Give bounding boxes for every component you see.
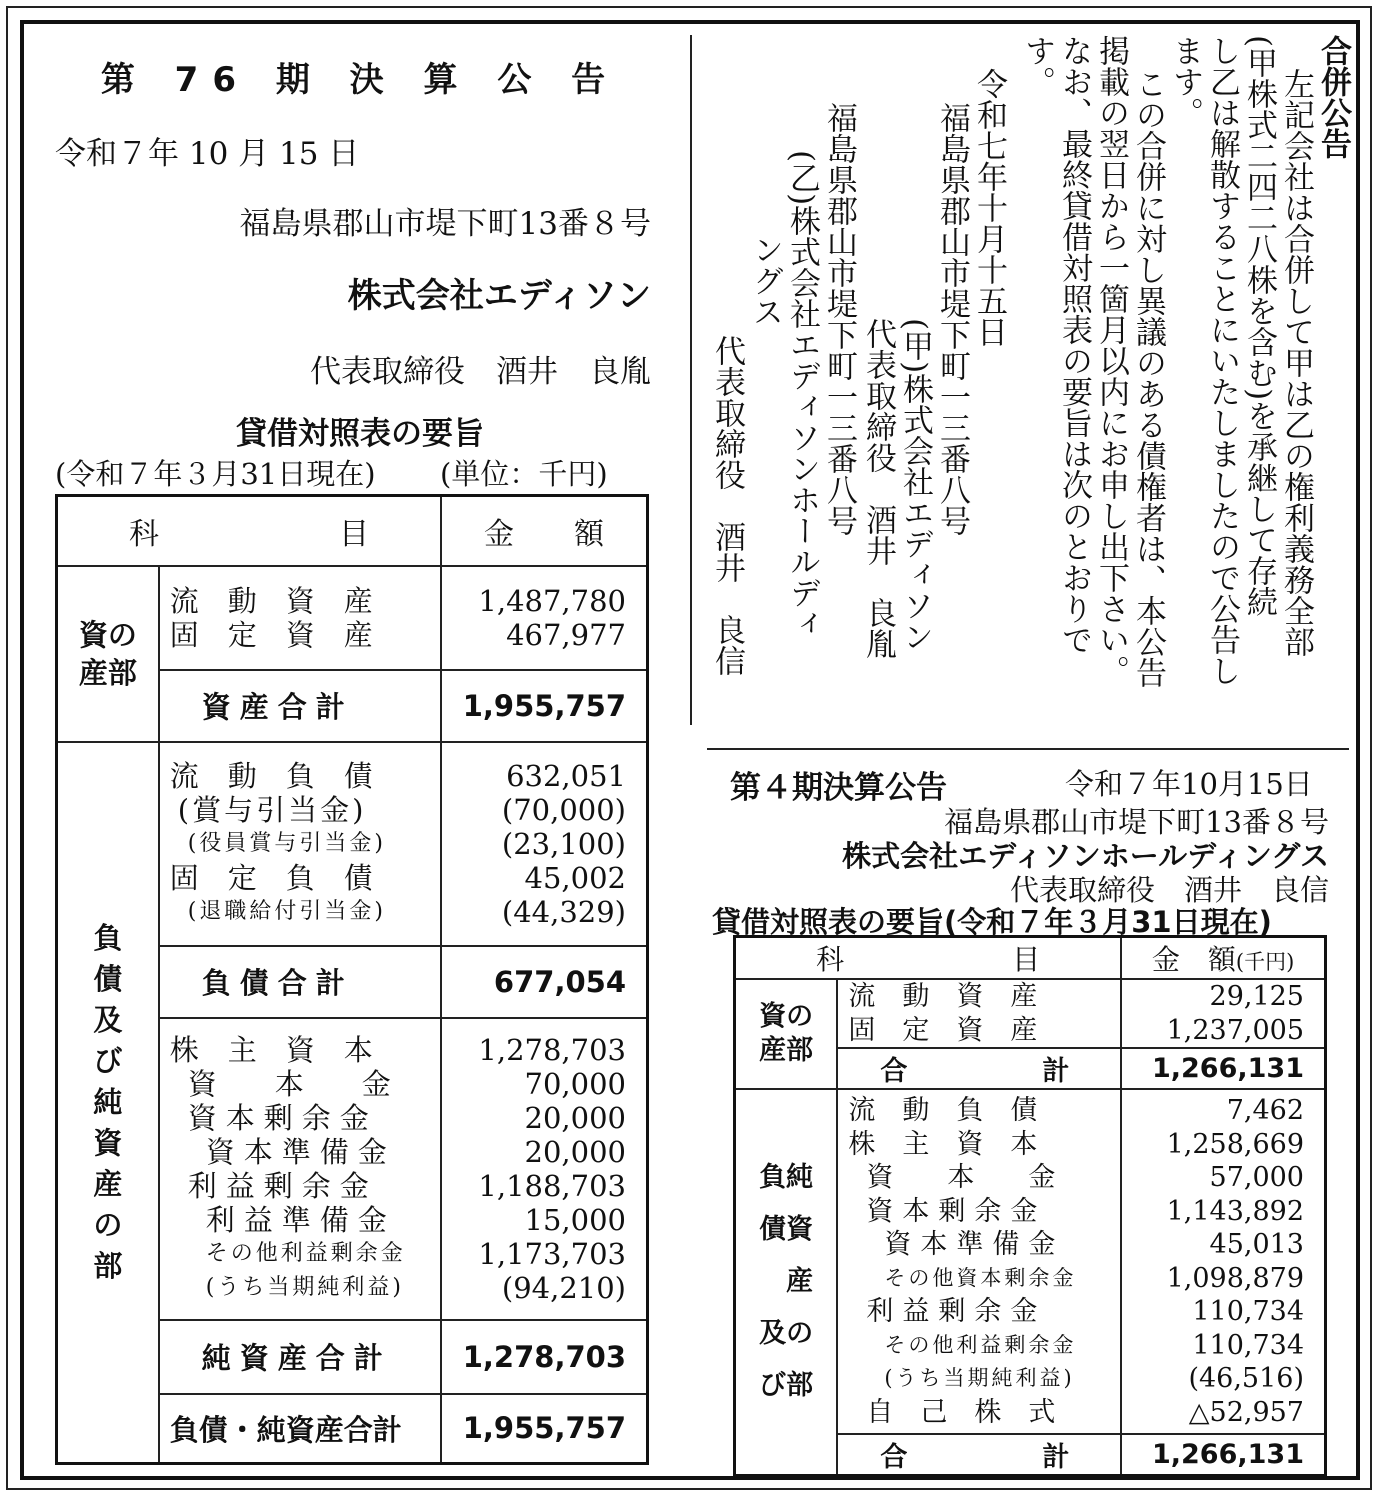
line-item-label: 固 定 資 産 bbox=[169, 617, 373, 652]
left-notice-date: 令和７年 10 月 15 日 bbox=[55, 136, 360, 172]
line-item-value: 1,098,879 bbox=[1166, 1262, 1304, 1294]
section-assets: 資の 産部 bbox=[735, 979, 838, 1089]
header-amount: 金 額 bbox=[1151, 943, 1236, 976]
assets-total: 1,266,131 bbox=[1121, 1048, 1325, 1089]
line-item-value: (44,329) bbox=[501, 894, 626, 929]
vertical-divider bbox=[690, 35, 692, 725]
left-company-name: 株式会社エディソン bbox=[347, 276, 651, 316]
merger-body-line: なお、最終貸借対照表の要旨は次のとおりで bbox=[1056, 35, 1092, 655]
merger-body-line: (甲株式二四二八株を含む)を承継して存続 bbox=[1241, 35, 1277, 618]
line-item-value: 1,487,780 bbox=[478, 583, 626, 618]
merger-rep-a: 代表取締役 酒井 良胤 bbox=[860, 318, 896, 659]
line-item-label: (うち当期純利益) bbox=[884, 1366, 1075, 1390]
line-item-label: 資本準備金 bbox=[884, 1229, 1065, 1260]
right-notice-title: 第４期決算公告 bbox=[730, 770, 947, 806]
merger-company-a: (甲)株式会社エディソン bbox=[897, 318, 933, 653]
line-item-label: 資 本 金 bbox=[866, 1162, 1056, 1193]
assets-labels bbox=[159, 566, 441, 670]
left-bs-period: (令和７年３月31日現在) bbox=[55, 457, 376, 491]
line-item-value: (46,516) bbox=[1188, 1363, 1304, 1394]
line-item-value: (23,100) bbox=[501, 826, 626, 861]
line-item-label: その他利益剰余金 bbox=[884, 1332, 1077, 1357]
assets-total-label: 資産合計 bbox=[159, 670, 441, 742]
line-item-value: (94,210) bbox=[501, 1270, 626, 1305]
table-header-row bbox=[735, 937, 1326, 980]
line-item-label: 資本剰余金 bbox=[866, 1195, 1047, 1227]
header-amount-cell bbox=[1121, 937, 1325, 980]
assets-values bbox=[1121, 979, 1325, 1048]
merger-date: 令和七年十月十五日 bbox=[971, 68, 1007, 347]
line-item-label: 自 己 株 式 bbox=[866, 1396, 1056, 1428]
merger-rep-b: 代表取締役 酒井 良信 bbox=[709, 335, 745, 676]
line-item-label: 固 定 資 産 bbox=[848, 1014, 1038, 1046]
line-item-value: 1,188,703 bbox=[478, 1168, 626, 1203]
line-item-label: 流 動 負 債 bbox=[169, 758, 373, 793]
line-item-value: 70,000 bbox=[524, 1066, 626, 1101]
line-item-value: 1,278,703 bbox=[478, 1032, 626, 1067]
line-item-label: 固 定 負 債 bbox=[169, 860, 373, 895]
assets-total-label: 合 計 bbox=[837, 1048, 1121, 1089]
right-representative: 代表取締役 酒井 良信 bbox=[1009, 873, 1329, 907]
line-item-value: 20,000 bbox=[524, 1134, 626, 1169]
right-company-address: 福島県郡山市堤下町13番８号 bbox=[944, 805, 1329, 839]
liabilities-total-label: 負債合計 bbox=[159, 946, 441, 1018]
equity-values bbox=[441, 1018, 648, 1320]
line-item-label: 資 本 金 bbox=[187, 1066, 391, 1101]
line-item-label: 株 主 資 本 bbox=[169, 1032, 373, 1067]
line-item-label: (うち当期純利益) bbox=[205, 1274, 404, 1300]
line-item-label: 流 動 資 産 bbox=[848, 981, 1038, 1012]
line-item-label: 利益剰余金 bbox=[187, 1168, 378, 1203]
line-item-label: (賞与引当金) bbox=[177, 792, 367, 827]
assets-total: 1,955,757 bbox=[441, 670, 648, 742]
merger-address-a: 福島県郡山市堤下町一三番八号 bbox=[934, 102, 970, 536]
line-item-value: 110,734 bbox=[1192, 1329, 1304, 1361]
net-assets-total: 1,278,703 bbox=[441, 1320, 648, 1394]
merger-company-b: (乙)株式会社エディソンホールディ bbox=[784, 150, 820, 640]
line-item-value: 1,237,005 bbox=[1166, 1014, 1304, 1046]
section-liabilities-equity: 負純 債資 産 及の び部 bbox=[735, 1089, 838, 1476]
line-item-label: 資本準備金 bbox=[205, 1134, 396, 1169]
line-item-label: 利益剰余金 bbox=[866, 1296, 1047, 1327]
merger-heading: 合併公告 bbox=[1315, 35, 1351, 159]
merger-body-line: し乙は解散することにいたしましたので公告し bbox=[1204, 35, 1240, 686]
line-item-value: △52,957 bbox=[1188, 1396, 1304, 1428]
left-representative: 代表取締役 酒井 良胤 bbox=[310, 354, 651, 390]
line-item-label: 株 主 資 本 bbox=[848, 1128, 1038, 1160]
merger-body-line: ます。 bbox=[1167, 35, 1203, 128]
line-item-value: 467,977 bbox=[506, 617, 626, 652]
line-item-label: (退職給付引当金) bbox=[187, 898, 386, 924]
left-balance-sheet bbox=[55, 494, 649, 1465]
line-item-label: (役員賞与引当金) bbox=[187, 830, 386, 856]
line-item-label: 利益準備金 bbox=[205, 1202, 396, 1237]
header-amount: 金 額 bbox=[441, 496, 648, 566]
line-item-value: 15,000 bbox=[524, 1202, 626, 1237]
line-item-label: その他利益剰余金 bbox=[205, 1240, 406, 1266]
line-item-value: 7,462 bbox=[1226, 1095, 1304, 1126]
liabilities-values bbox=[441, 742, 648, 946]
line-item-value: 45,002 bbox=[524, 860, 626, 895]
section-assets: 資の 産部 bbox=[57, 566, 159, 742]
merger-body-line: この合併に対し異議のある債権者は、本公告 bbox=[1130, 68, 1166, 688]
total: 1,266,131 bbox=[1121, 1434, 1325, 1476]
section-liabilities-equity: 負 債 及 び 純 資 産 の 部 bbox=[57, 742, 159, 1464]
table-header-row bbox=[57, 496, 648, 566]
merger-address-b: 福島県郡山市堤下町一三番八号 bbox=[821, 102, 857, 536]
liabilities-labels bbox=[159, 742, 441, 946]
total-label: 合 計 bbox=[837, 1434, 1121, 1476]
merger-body-line: 掲載の翌日から一箇月以内にお申し出下さい。 bbox=[1093, 35, 1129, 686]
assets-labels bbox=[837, 979, 1121, 1048]
right-company-name: 株式会社エディソンホールディングス bbox=[842, 839, 1329, 873]
line-item-label: 資本剰余金 bbox=[187, 1100, 378, 1135]
liabilities-total: 677,054 bbox=[441, 946, 648, 1018]
merger-body-line: す。 bbox=[1019, 35, 1055, 97]
left-bs-title: 貸借対照表の要旨 bbox=[236, 416, 484, 452]
right-bs-title: 貸借対照表の要旨(令和７年３月31日現在) bbox=[712, 905, 1272, 939]
line-item-value: 1,173,703 bbox=[478, 1236, 626, 1271]
line-item-value: 1,258,669 bbox=[1166, 1128, 1304, 1160]
equity-labels bbox=[159, 1018, 441, 1320]
line-item-label: 流 動 資 産 bbox=[169, 583, 373, 618]
left-company-address: 福島県郡山市堤下町13番８号 bbox=[239, 206, 651, 242]
right-notice-date: 令和７年10月15日 bbox=[1065, 767, 1313, 801]
merger-company-b-cont: ングス bbox=[747, 234, 783, 327]
net-assets-total-label: 純資産合計 bbox=[159, 1320, 441, 1394]
line-item-value: 45,013 bbox=[1209, 1229, 1304, 1260]
line-item-value: 632,051 bbox=[506, 758, 626, 793]
header-item: 科 目 bbox=[735, 937, 1122, 980]
liab-equity-labels bbox=[837, 1089, 1121, 1434]
line-item-value: 110,734 bbox=[1192, 1296, 1304, 1327]
left-notice-title: 第 76 期 決 算 公 告 bbox=[100, 60, 620, 100]
line-item-value: 57,000 bbox=[1209, 1162, 1304, 1193]
line-item-value: 1,143,892 bbox=[1166, 1195, 1304, 1227]
horizontal-divider bbox=[707, 748, 1349, 750]
left-bs-unit: (単位：千円) bbox=[440, 457, 608, 491]
line-item-value: (70,000) bbox=[501, 792, 626, 827]
grand-total: 1,955,757 bbox=[441, 1394, 648, 1464]
merger-body-line: 左記会社は合併して甲は乙の権利義務全部 bbox=[1278, 68, 1314, 657]
grand-total-label: 負債・純資産合計 bbox=[159, 1394, 441, 1464]
header-unit: (千円) bbox=[1235, 950, 1295, 974]
right-balance-sheet bbox=[733, 935, 1327, 1477]
line-item-label: 流 動 負 債 bbox=[848, 1095, 1038, 1126]
line-item-label: その他資本剰余金 bbox=[884, 1265, 1077, 1290]
header-item: 科 目 bbox=[57, 496, 441, 566]
line-item-value: 29,125 bbox=[1209, 981, 1304, 1012]
liab-equity-values bbox=[1121, 1089, 1325, 1434]
assets-values bbox=[441, 566, 648, 670]
line-item-value: 20,000 bbox=[524, 1100, 626, 1135]
